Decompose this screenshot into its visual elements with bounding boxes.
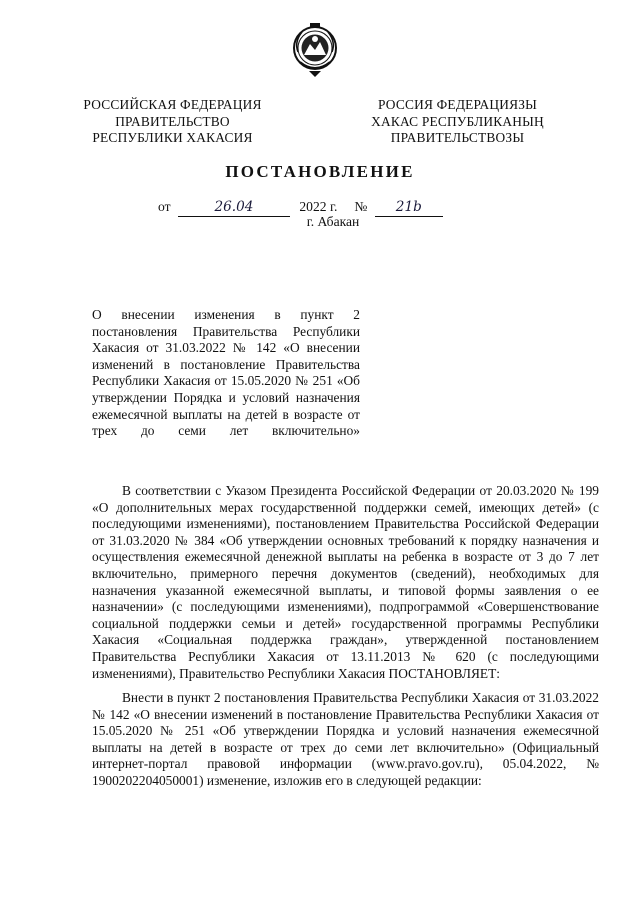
header-right-line: РОССИЯ ФЕДЕРАЦИЯЗЫ — [378, 97, 537, 112]
header-right-block — [365, 97, 550, 147]
header-left-block — [80, 97, 265, 147]
header-right-line: ПРАВИТЕЛЬСТВОЗЫ — [390, 130, 525, 145]
date-prefix: от — [158, 199, 171, 214]
city-label: г. Абакан — [306, 214, 360, 229]
year-label: 2022 г. — [299, 199, 338, 214]
document-subject: О внесении изменения в пункт 2 постановления Правительства Республики Хакасия от 31.03.2022 № 142 «О внесении изменений в постановление Правительства Республики Хакасия от 15.05.2020 № 251 «Об утверждении Порядка и условий назначения ежемесячной выплаты на детей в возрасте от трех до семи лет включительно» — [92, 307, 360, 439]
document-title: ПОСТАНОВЛЕНИЕ — [225, 162, 415, 181]
paragraph-preamble: В соответствии с Указом Президента Российской Федерации от 20.03.2020 № 199 «О дополнительных мерах государственной поддержки семей, имеющих детей» (с последующими изменениями), постановлением Правительства Российской Федерации от 31.03.2020 № 384 «Об утверждении основных требований к порядку назначения и осуществления ежемесячной денежной выплаты на ребенка в возрасте от 3 до 7 лет включительно, примерного перечня документов (сведений), необходимых для назначения указанной ежемесячной выплаты, и типовой формы заявления о ее назначении» (с последующими изменениями), подпрограммой «Совершенствование социальной поддержки семьи и детей» государственной программы Республики Хакасия «Социальная поддержка граждан», утвержденной постановлением Правительства Республики Хакасия от 13.11.2013 № 620 (с последующими изменениями), Правительство Республики Хакасия ПОСТАНОВЛЯЕТ: — [92, 483, 599, 681]
header-left-line: РОССИЙСКАЯ ФЕДЕРАЦИЯ — [83, 97, 262, 112]
number-sign: № — [354, 199, 368, 214]
header-right-line: ХАКАС РЕСПУБЛИКАНЫҢ — [371, 113, 544, 129]
header-left-line: РЕСПУБЛИКИ ХАКАСИЯ — [92, 130, 253, 145]
header-left-line: ПРАВИТЕЛЬСТВО — [115, 113, 230, 129]
paragraph-resolution: Внести в пункт 2 постановления Правительства Республики Хакасия от 31.03.2022 № 142 «О внесении изменений в постановление Правительства Республики Хакасия от 15.05.2020 № 251 «Об утверждении Порядка и условий назначения ежемесячной выплаты на детей в возрасте от трех до семи лет включительно» (Официальный интернет-портал правовой информации (www.pravo.gov.ru), 05.04.2022, № 1900202204050001) изменение, изложив его в следующей редакции: — [92, 690, 599, 788]
coat-of-arms-icon — [290, 22, 340, 78]
handwritten-number: 21b — [375, 201, 443, 217]
handwritten-date: 26.04 — [178, 201, 290, 217]
